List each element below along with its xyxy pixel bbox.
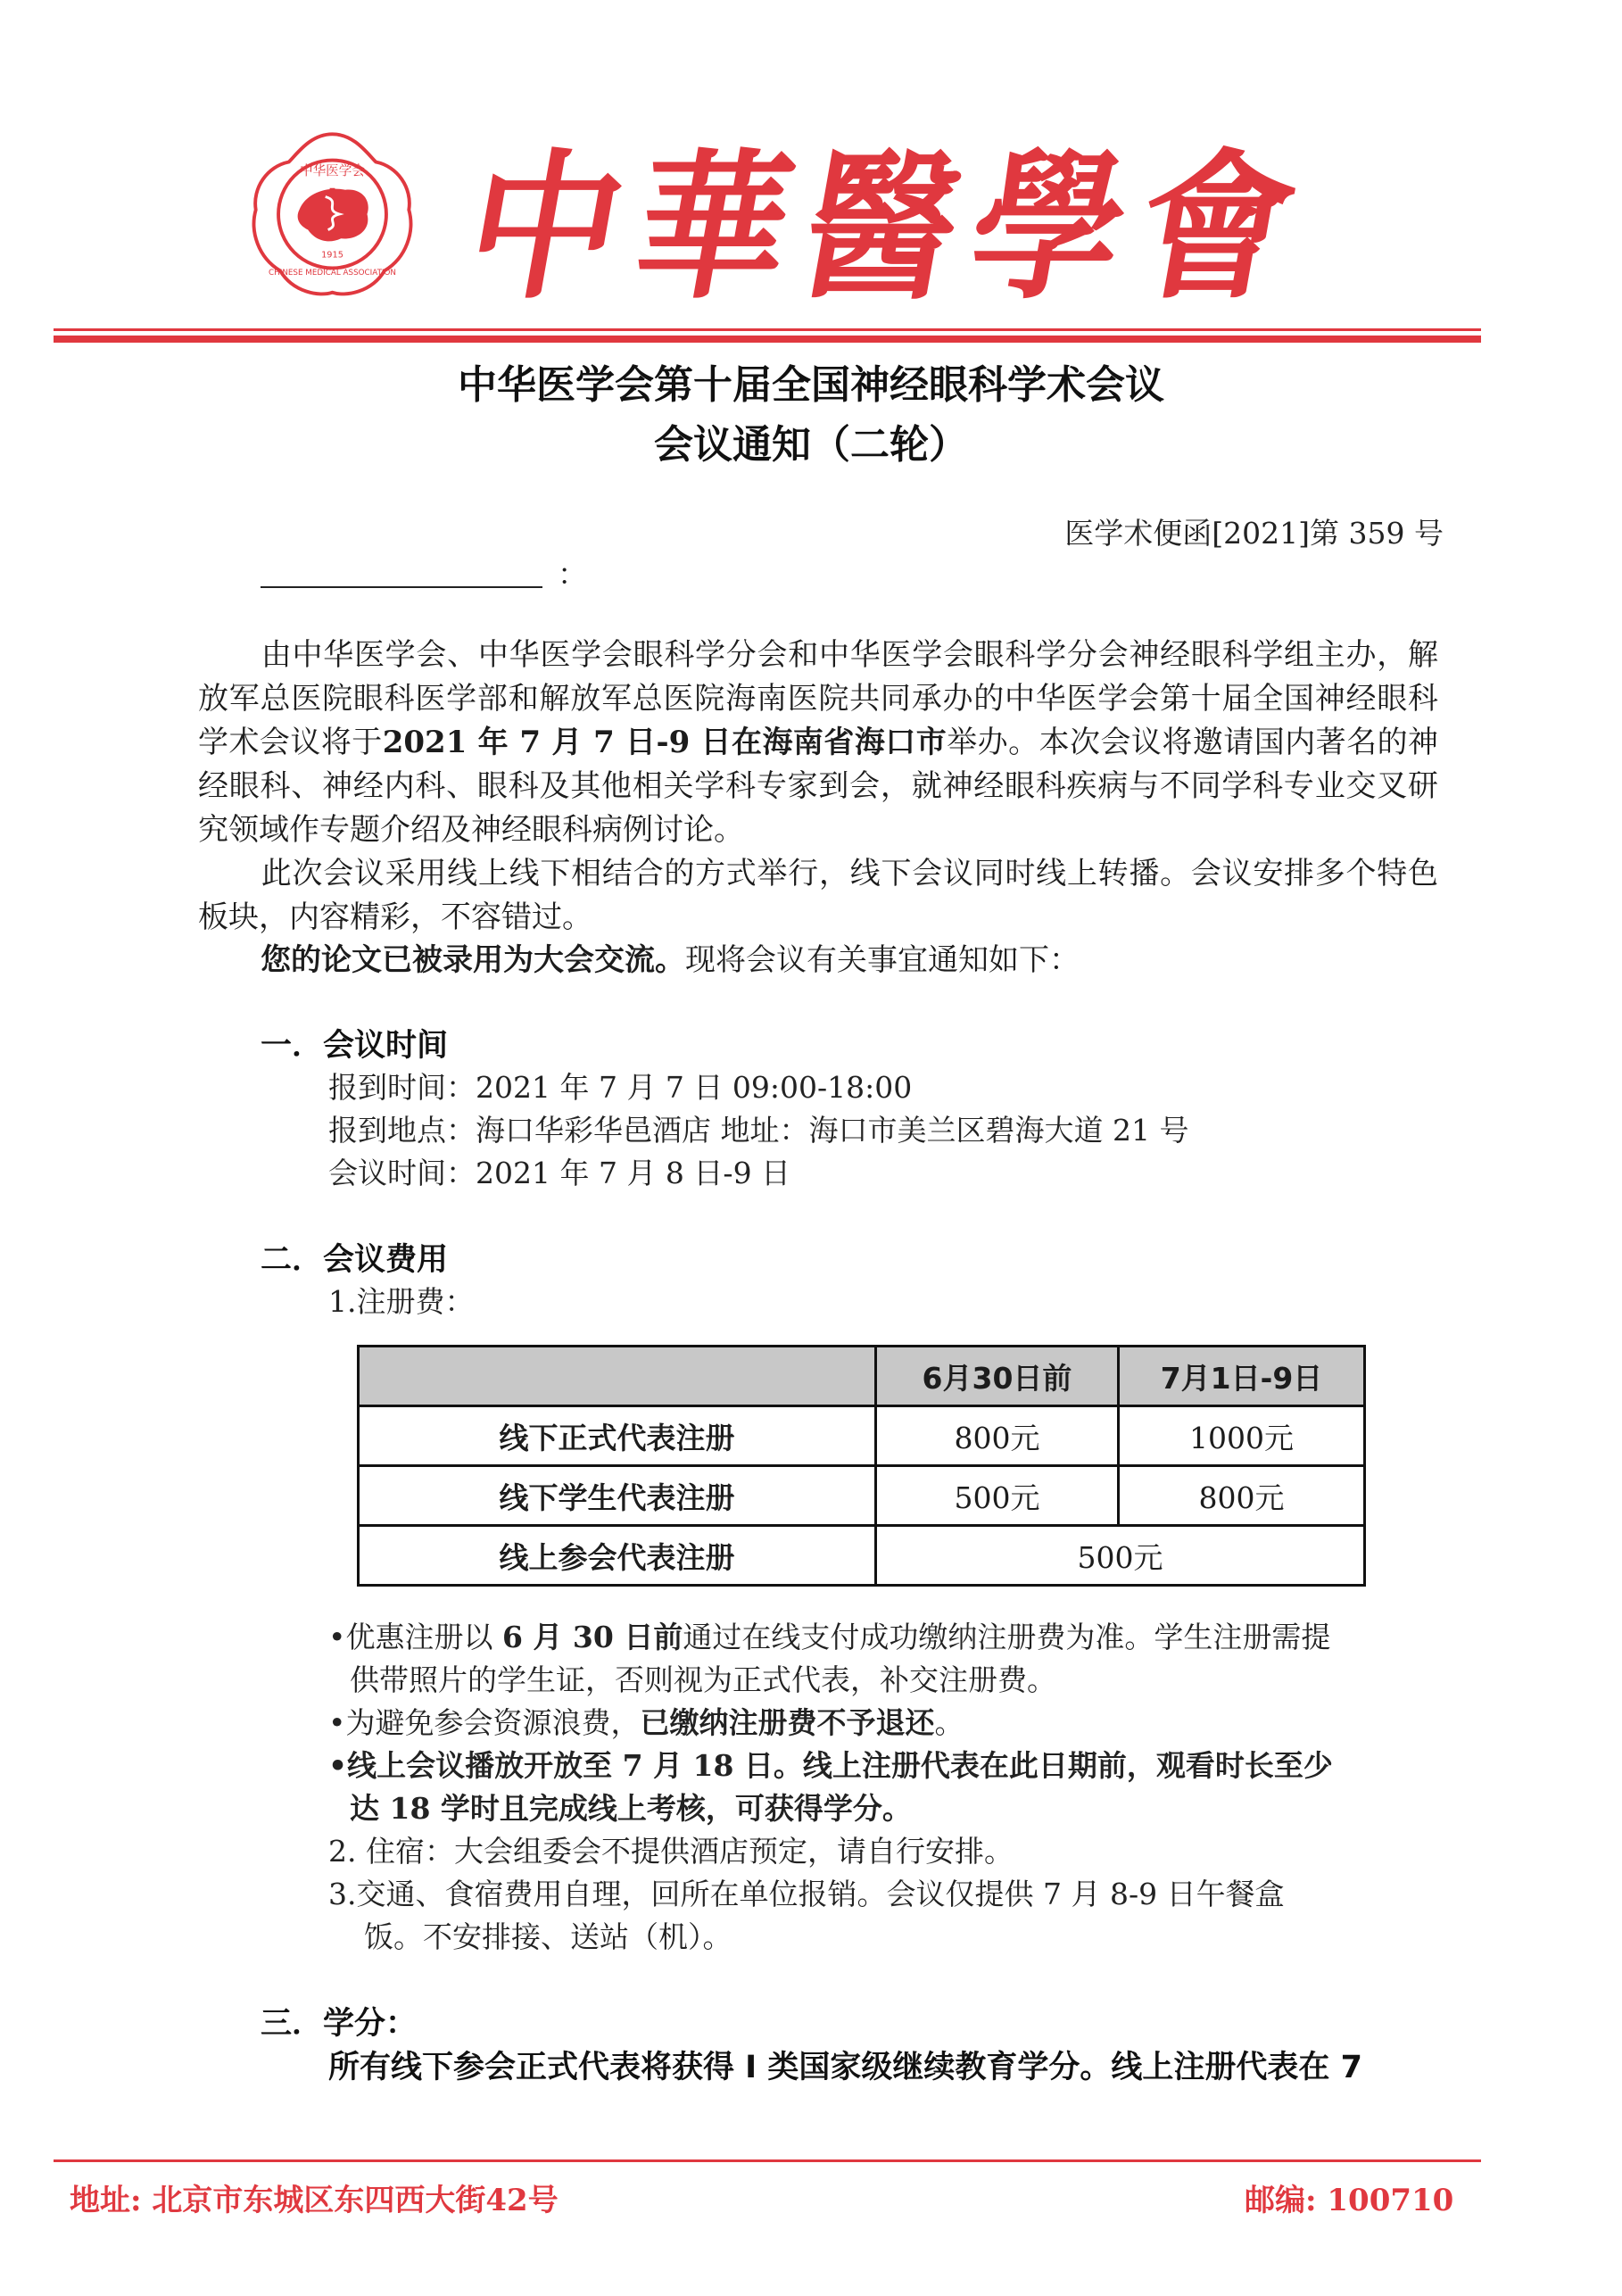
bullet-early-registration-cont: 供带照片的学生证，否则视为正式代表，补交注册费。 — [350, 1662, 1056, 1697]
meeting-time: 会议时间：2021 年 7 月 8 日-9 日 — [328, 1156, 791, 1190]
bullet-bold-text: 已缴纳注册费不予退还 — [640, 1705, 935, 1740]
table-cell: 800元 — [876, 1406, 1119, 1466]
table-header-cell: 7月1日-9日 — [1119, 1347, 1365, 1406]
association-logo — [245, 125, 419, 303]
bullet-text: 通过在线支付成功缴纳注册费为准。学生注册需提 — [683, 1620, 1331, 1654]
bullet-dot-icon: • — [328, 1705, 346, 1740]
bullet-no-refund — [328, 1700, 964, 1742]
logo-year: 1915 — [321, 250, 343, 261]
intro-text-a: 由中华医学会、中华医学会眼科学分会和中华医学会眼科学分会神经眼科学组主办，解放军总医院眼科医学部和解放军总医院海南医院共同承办的中华医学会第十届全国神经眼科学术会议将于 — [198, 637, 1438, 760]
intro-paragraph-1 — [198, 634, 1438, 852]
footer-postcode: 邮编: 100710 — [1245, 2183, 1454, 2218]
table-row — [359, 1466, 1365, 1526]
credits-text: 所有线下参会正式代表将获得 I 类国家级继续教育学分。线上注册代表在 7 — [328, 2050, 1362, 2085]
section-heading-credits: 三．学分： — [261, 2006, 418, 2042]
header-rule-top — [54, 328, 1481, 331]
intro-format-text: 此次会议采用线上线下相结合的方式举行，线下会议同时线上转播。会议安排多个特色板块，内容精彩，不容错过。 — [198, 856, 1438, 935]
transport-item-cont: 饭。不安排接、送站（机）。 — [364, 1919, 732, 1954]
checkin-time: 报到时间：2021 年 7 月 7 日 09:00-18:00 — [328, 1070, 913, 1105]
bullet-online-replay — [328, 1743, 1333, 1785]
intro-text-c: 举办。本次会议将邀请国内著名的神经眼科、神经内科、眼科及其他相关学科专家到会，就神经眼科疾病与不同学科专业交叉研究领域作专题介绍及神经眼科病例讨论。 — [198, 725, 1439, 848]
bullet-text: 。 — [934, 1705, 964, 1740]
registration-fee-label: 1.注册费： — [328, 1284, 475, 1319]
table-header-cell — [359, 1347, 876, 1406]
table-cell: 500元 — [876, 1466, 1119, 1526]
table-header-cell: 6月30日前 — [876, 1347, 1119, 1406]
table-cell: 1000元 — [1119, 1406, 1365, 1466]
bullet-online-replay-cont: 达 18 学时且完成线上考核，可获得学分。 — [350, 1791, 912, 1826]
table-row-label: 线上参会代表注册 — [359, 1526, 876, 1586]
bullet-dot-icon: • — [328, 1620, 346, 1654]
bullet-text: 为避免参会资源浪费， — [345, 1705, 641, 1740]
registration-fee-table — [357, 1345, 1366, 1587]
bullet-bold-date: 6 月 30 日前 — [501, 1620, 683, 1654]
checkin-place: 报到地点：海口华彩华邑酒店 地址：海口市美兰区碧海大道 21 号 — [328, 1113, 1189, 1148]
table-row — [359, 1406, 1365, 1466]
intro-date-location: 2021 年 7 月 7 日-9 日在海南省海口市 — [382, 725, 948, 760]
notice-lead-text: 现将会议有关事宜通知如下： — [685, 942, 1080, 978]
document-title: 中华医学会第十届全国神经眼科学术会议 — [458, 362, 1164, 408]
section-heading-time: 一．会议时间 — [261, 1028, 449, 1064]
table-cell-merged: 500元 — [876, 1526, 1365, 1586]
paper-accepted-text: 您的论文已被录用为大会交流。 — [261, 942, 685, 978]
table-row — [359, 1526, 1365, 1586]
table-row-label: 线下正式代表注册 — [359, 1406, 876, 1466]
footer-rule — [54, 2159, 1481, 2162]
logo-text-cn: 中华医学会 — [299, 163, 366, 179]
document-subtitle: 会议通知（二轮） — [654, 422, 968, 468]
table-cell: 800元 — [1119, 1466, 1365, 1526]
table-header-row — [359, 1347, 1365, 1406]
logo-text-en: CHINESE MEDICAL ASSOCIATION — [269, 269, 396, 278]
bullet-dot-icon: • — [328, 1748, 348, 1783]
intro-paragraph-2 — [198, 852, 1438, 940]
bullet-text: 优惠注册以 — [345, 1620, 502, 1654]
footer-address: 地址: 北京市东城区东四西大街42号 — [70, 2183, 559, 2218]
bullet-early-registration — [328, 1614, 1330, 1656]
intro-paragraph-3 — [198, 939, 1438, 982]
transport-item: 3.交通、食宿费用自理，回所在单位报销。会议仅提供 7 月 8-9 日午餐盒 — [328, 1877, 1285, 1911]
table-row-label: 线下学生代表注册 — [359, 1466, 876, 1526]
brand-name: 中華醫學會 — [452, 134, 1326, 321]
bullet-bold-text: 线上会议播放开放至 7 月 18 日。线上注册代表在此日期前，观看时长至少 — [347, 1748, 1333, 1783]
recipient-blank — [261, 586, 542, 588]
section-heading-fees: 二．会议费用 — [261, 1242, 449, 1278]
accommodation-item: 2. 住宿：大会组委会不提供酒店预定，请自行安排。 — [328, 1834, 1014, 1869]
document-number: 医学术便函[2021]第 359 号 — [1064, 516, 1444, 551]
header-rule-bottom — [54, 336, 1481, 343]
recipient-colon: ： — [558, 557, 587, 592]
